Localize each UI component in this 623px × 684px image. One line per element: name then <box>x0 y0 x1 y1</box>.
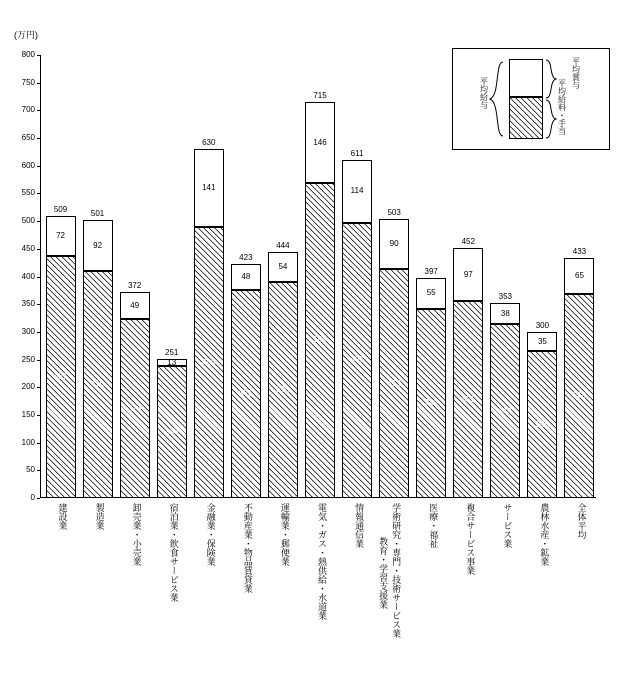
bar-value-bonus: 48 <box>241 272 251 282</box>
bar-group[interactable] <box>453 236 483 498</box>
bar-value-bonus: 13 <box>167 357 177 367</box>
y-axis-tick-label: 800 <box>21 50 35 59</box>
bar-value-salary: 265 <box>535 419 550 429</box>
bar-total-label: 397 <box>424 267 438 277</box>
bar-value-salary: 342 <box>424 398 438 408</box>
bar-total-label: 611 <box>350 148 364 158</box>
y-axis-tick-label: 500 <box>21 216 35 226</box>
category-label: 学術研究・専門・技術サービス業 <box>391 503 402 638</box>
y-axis-tick-label: 50 <box>26 465 35 475</box>
y-axis-tick-label: 200 <box>21 382 35 392</box>
bar-value-salary: 323 <box>127 403 142 413</box>
bar-total-label: 251 <box>165 348 179 358</box>
bar-total-label: 444 <box>276 241 290 251</box>
bar-value-salary: 314 <box>498 406 512 416</box>
y-axis-tick-label: 700 <box>21 105 35 115</box>
category-label: 農林水産・鉱業 <box>539 503 550 566</box>
bar-value-bonus: 38 <box>500 308 510 318</box>
category-label: 宿泊業・飲食サービス業 <box>168 503 179 602</box>
category-label: 医療・福祉 <box>428 503 439 548</box>
bar-value-bonus: 55 <box>426 288 436 298</box>
y-axis-tick-label: 550 <box>21 188 35 198</box>
bar-value-salary: 410 <box>90 379 105 389</box>
category-label: 不動産業・物品賃貸業 <box>242 503 253 593</box>
bar-value-salary: 569 <box>313 335 327 345</box>
bar-total-label: 452 <box>461 236 475 246</box>
bar-total-label: 423 <box>239 252 253 262</box>
category-labels <box>40 503 596 663</box>
category-label-education: 教育・学習支援業 <box>378 537 389 609</box>
y-axis-tick-label: 0 <box>30 493 35 502</box>
y-axis-unit-label: (万円) <box>14 30 38 40</box>
bar-value-bonus: 92 <box>93 240 103 250</box>
legend-label-average-pay: 平均給与 <box>479 77 489 109</box>
bar-value-salary: 368 <box>572 391 587 401</box>
bar-total-label: 372 <box>127 281 142 291</box>
bar-total-label: 503 <box>387 208 401 218</box>
category-label: 複合サービス事業 <box>465 503 476 575</box>
y-axis-tick-mark <box>37 498 40 499</box>
y-axis-tick-label: 350 <box>21 299 35 309</box>
category-label: 電気・ガス・熱供給・水道業 <box>317 503 327 620</box>
legend-swatch-salary <box>509 97 543 139</box>
bar-value-bonus: 114 <box>350 186 364 196</box>
y-axis-tick-label: 750 <box>21 77 35 87</box>
category-label: 建設業 <box>57 503 68 530</box>
bar-total-label: 433 <box>572 247 587 257</box>
y-axis-tick-label: 400 <box>21 271 35 281</box>
legend <box>452 48 610 150</box>
bar-value-bonus: 72 <box>56 231 65 241</box>
bar-value-salary: 375 <box>239 389 253 399</box>
bar-value-salary: 497 <box>350 355 364 365</box>
bar-group[interactable] <box>157 348 187 498</box>
bar-value-bonus: 97 <box>463 269 473 279</box>
bar-group[interactable] <box>120 281 150 498</box>
bar-group[interactable] <box>564 247 594 498</box>
bar-value-salary: 355 <box>461 394 475 404</box>
y-axis-tick-label: 650 <box>21 133 35 143</box>
bar-value-bonus: 35 <box>537 336 547 346</box>
y-axis-tick-label: 100 <box>21 437 35 447</box>
bar-value-bonus: 146 <box>313 137 327 147</box>
category-label: 全体平均 <box>576 503 587 539</box>
legend-label-bonus: 平均賞与 <box>571 57 581 89</box>
bar-value-bonus: 65 <box>575 271 584 281</box>
bar-group[interactable] <box>268 241 298 498</box>
bar-group[interactable] <box>83 209 113 498</box>
bar-group[interactable] <box>416 267 446 498</box>
y-axis-tick-label: 300 <box>21 326 35 336</box>
category-label: 情報通信業 <box>354 503 365 548</box>
category-label: 運輸業・郵便業 <box>279 503 290 566</box>
legend-swatch-bonus <box>509 59 543 97</box>
legend-right-brace-bottom-icon <box>545 99 557 139</box>
bar-total-label: 509 <box>53 205 68 215</box>
bar-value-bonus: 49 <box>130 300 140 310</box>
bar-group[interactable] <box>490 292 520 498</box>
bar-group[interactable] <box>46 205 76 498</box>
bar-value-bonus: 90 <box>389 239 399 249</box>
legend-left-brace-icon <box>489 61 505 137</box>
bar-group[interactable] <box>305 91 335 498</box>
bar-value-salary: 489 <box>202 357 216 367</box>
bar-value-salary: 390 <box>276 385 290 395</box>
y-axis-tick-label: 150 <box>21 409 35 419</box>
y-axis-tick-label: 600 <box>21 160 35 170</box>
bar-value-salary: 437 <box>53 372 68 382</box>
bar-total-label: 715 <box>313 91 327 101</box>
bar-value-bonus: 141 <box>202 183 216 193</box>
bar-value-salary: 413 <box>387 378 401 388</box>
y-axis-tick-label: 250 <box>21 354 35 364</box>
bar-group[interactable] <box>527 320 557 498</box>
legend-right-brace-top-icon <box>545 59 557 99</box>
bar-total-label: 300 <box>535 320 550 330</box>
legend-label-salary-allowance: 平均給料・手当 <box>557 79 567 135</box>
y-axis-tick-label: 450 <box>21 243 35 253</box>
bar-total-label: 501 <box>90 209 105 219</box>
category-label: 金融業・保険業 <box>205 503 216 566</box>
category-label: サービス業 <box>502 503 513 548</box>
bar-group[interactable] <box>194 138 224 498</box>
bar-group[interactable] <box>231 252 261 498</box>
bar-group[interactable] <box>379 208 409 498</box>
bar-total-label: 630 <box>202 138 216 148</box>
bar-value-bonus: 54 <box>278 262 288 272</box>
bar-total-label: 353 <box>498 292 512 302</box>
bar-value-salary: 238 <box>165 427 179 437</box>
category-label: 卸売業・小売業 <box>131 503 142 566</box>
bar-group[interactable] <box>342 148 372 498</box>
category-label: 製造業 <box>94 503 105 530</box>
legend-sample-bar <box>509 59 543 139</box>
